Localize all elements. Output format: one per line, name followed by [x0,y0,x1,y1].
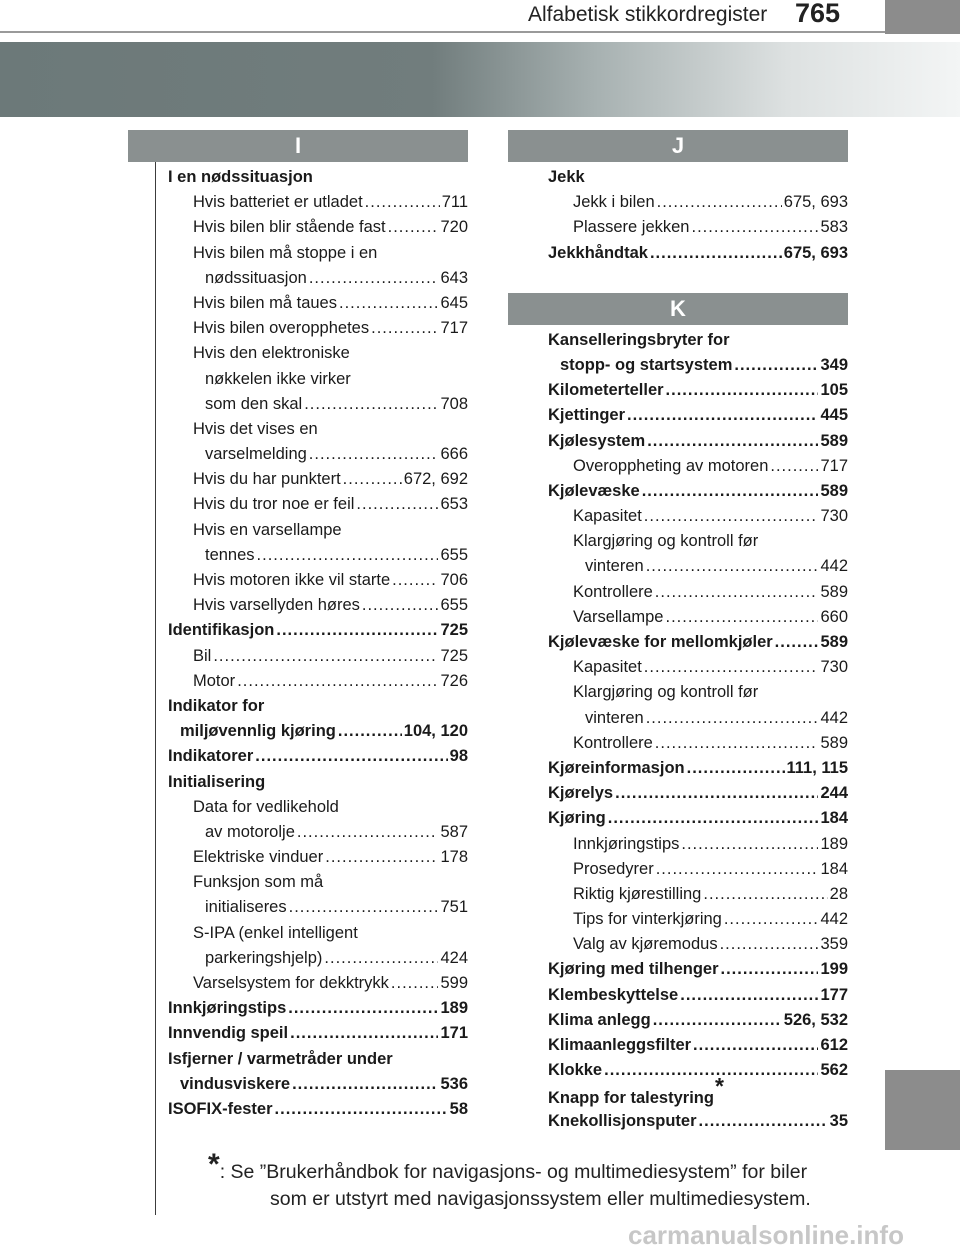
index-entry [548,857,848,882]
dot-leader [608,806,819,831]
page-reference: 675, 693 [783,243,848,262]
footnote [208,1148,848,1213]
page-reference: 706 [440,571,468,589]
index-entry [548,353,848,378]
index-entry [168,492,468,517]
dot-leader [276,618,438,643]
page-reference: 589 [820,481,848,500]
dot-leader [642,479,819,504]
page-reference: 720 [440,218,468,237]
section-heading-k: K [508,293,848,325]
page-reference: 35 [829,1111,848,1130]
entry-term: stopp- og startsystem [560,355,733,374]
page-reference: 675, 693 [783,193,848,212]
entry-term: Bil [193,646,212,665]
index-entry [548,554,848,579]
index-entry [548,454,848,479]
dot-leader [665,605,818,630]
entry-term: nøkkelen ikke virker [205,369,351,388]
page-reference: 184 [820,809,848,828]
dot-leader [304,392,438,417]
entry-term: Funksjon som må [193,873,324,892]
index-entry [168,568,468,593]
entry-term: Initialisering [168,772,266,791]
entry-term: Hvis du tror noe er feil [193,495,355,514]
entry-term: Innkjøringstips [168,999,287,1018]
page-reference: 445 [820,406,848,425]
dot-leader [362,593,439,618]
index-entry [548,781,848,806]
page-reference: 589 [820,633,848,651]
index-entry [548,806,848,831]
entry-term: tennes [205,545,255,564]
index-entry [168,820,468,845]
index-entry [168,467,468,492]
entry-term: S-IPA (enkel intelligent [193,923,358,942]
page-reference: 171 [440,1024,468,1043]
page-reference: 612 [820,1036,848,1054]
index-entry [168,971,468,996]
entry-term: ISOFIX-fester [168,1099,273,1118]
entry-term: Kjølesystem [548,431,646,450]
header-title: Alfabetisk stikkordregister [528,3,768,26]
entry-term: varselmelding [205,445,307,464]
page-header [0,0,960,34]
entry-term: Kjettinger [548,406,626,425]
entry-term: Klima anlegg [548,1010,651,1029]
entry-term: Varselsystem for dekktrykk [193,974,389,992]
page-reference: 655 [440,596,468,615]
footnote-line-1 [208,1148,848,1186]
dot-leader [309,442,439,467]
page-reference: 199 [820,960,848,979]
entry-term: som den skal [205,394,303,413]
entry-term: Innvendig speil [168,1024,289,1043]
index-entry [168,895,468,920]
entry-term: Jekkhåndtak [548,243,648,262]
index-entry [548,1109,848,1134]
entry-term: Klembeskyttelse [548,985,679,1004]
entry-term: Kilometerteller [548,381,664,400]
entry-term: vindusviskere [180,1074,291,1093]
page-reference: 589 [820,582,848,601]
dot-leader [720,932,819,957]
page-reference: 717 [440,319,468,338]
page-reference: 536 [440,1074,468,1093]
page-reference: 643 [440,268,468,287]
index-entry [168,367,468,392]
entry-term: Kjørelys [548,784,614,803]
entry-term: Varsellampe [573,607,664,626]
page-reference: 111, 115 [786,758,848,777]
entry-term: Hvis bilen må taues [193,293,337,312]
dot-leader [388,215,439,240]
entry-term: Hvis bilen må stoppe i en [193,243,378,262]
entry-term: Motor [193,671,236,690]
section-heading-i: I [128,130,468,162]
dot-leader [653,1008,782,1033]
index-entry [168,190,468,215]
footnote-star: * [208,1148,220,1181]
dot-leader [627,403,818,428]
index-entry [168,845,468,870]
index-entry [168,921,468,946]
page-reference: 178 [440,848,468,867]
entry-term: Overoppheting av motoren [573,456,769,475]
index-entry [548,403,848,428]
page-reference: 58 [449,1099,468,1118]
page-reference: 725 [440,646,468,665]
index-entry [168,1097,468,1122]
entry-term: vinteren [585,557,644,576]
index-entry [548,580,848,605]
index-entry [548,731,848,756]
footnote-line-2: som er utstyrt med navigasjonssystem eller multimediesystem. [270,1188,811,1210]
index-entry [168,1047,468,1072]
index-entry [548,706,848,731]
dot-leader [646,706,819,731]
index-entry [168,593,468,618]
entry-term: Hvis varsellyden høres [193,596,360,615]
dot-leader [734,353,818,378]
footnote-marker: * [714,1073,724,1100]
dot-leader [666,378,819,403]
index-entry [168,744,468,769]
dot-leader [693,1033,818,1058]
entry-term: parkeringshjelp) [205,948,323,967]
dot-leader [604,1058,818,1083]
dot-leader [646,554,819,579]
index-entry [548,605,848,630]
index-entry [168,341,468,366]
index-entry [168,870,468,895]
page-reference: 660 [820,607,848,626]
entry-term: Tips for vinterkjøring [573,910,722,929]
page-reference: 730 [820,507,848,526]
dot-leader [615,781,818,806]
entry-term: initialiseres [205,898,287,917]
page-reference: 442 [820,557,848,576]
index-entry [168,1072,468,1097]
entry-term: Riktig kjørestilling [573,884,702,903]
page-reference: 28 [829,884,848,903]
page-reference: 708 [440,394,468,413]
dot-leader [655,731,819,756]
page-reference: 526, 532 [783,1010,848,1029]
page-reference: 726 [440,671,468,690]
dot-leader [699,1109,828,1134]
entry-term: Kjøring [548,809,606,828]
index-entry [548,957,848,982]
dot-leader [392,568,438,593]
header-tab [885,0,960,34]
index-entry [168,518,468,543]
page-reference: 104, 120 [403,722,468,741]
page-reference: 583 [820,218,848,237]
section-entries-k [508,325,848,1134]
page-reference: 105 [820,381,848,400]
index-entry [168,644,468,669]
index-entry [168,417,468,442]
index-entry [168,996,468,1021]
dot-leader [325,845,438,870]
dot-leader [721,957,819,982]
entry-term: vinteren [585,708,644,727]
entry-term: Hvis bilen blir stående fast [193,218,386,237]
dot-leader [644,504,819,529]
entry-term: I en nødssituasjon [168,168,313,186]
page-reference: 751 [440,898,468,917]
entry-term: Hvis den elektroniske [193,344,350,363]
index-entry [548,190,848,215]
dot-leader [371,316,438,341]
index-entry [168,795,468,820]
index-entry [168,694,468,719]
dot-leader [297,820,439,845]
index-entry [548,479,848,504]
page-reference: 730 [820,658,848,677]
dot-leader [339,291,438,316]
dot-leader [324,946,438,971]
entry-term: av motorolje [205,822,295,841]
index-entry [548,655,848,680]
entry-term: Klimaanleggsfilter [548,1036,692,1054]
entry-term: Indikator for [168,696,265,715]
dot-leader [237,669,438,694]
entry-term: Prosedyrer [573,859,654,878]
entry-term: Innkjøringstips [573,834,680,853]
page-number: 765 [795,0,841,28]
index-entry [548,1033,848,1058]
index-entry [168,442,468,467]
dot-leader [213,644,438,669]
index-column-left [128,130,468,1122]
footnote-text-1: : Se ”Brukerhåndbok for navigasjons- og multimediesystem” for biler [219,1161,808,1183]
index-entry [548,756,848,781]
dot-leader [365,190,440,215]
index-entry [168,165,468,190]
dot-leader [275,1097,448,1122]
index-entry [168,392,468,417]
index-entry [548,429,848,454]
page-reference: 184 [820,859,848,878]
entry-term: Klargjøring og kontroll før [573,532,759,551]
index-entry [168,946,468,971]
page-reference: 244 [820,784,848,803]
entry-term: Elektriske vinduer [193,848,324,867]
entry-term: Kontrollere [573,582,653,601]
entry-term: Klokke [548,1061,603,1080]
page-reference: 666 [440,445,468,464]
entry-term: Knekollisjonsputer [548,1111,697,1130]
index-entry [548,1058,848,1083]
index-entry [548,1008,848,1033]
index-entry [168,719,468,744]
index-entry [548,215,848,240]
dot-leader [292,1072,438,1097]
index-column-right [508,130,848,1134]
index-entry [548,907,848,932]
page-reference: 589 [820,733,848,752]
entry-term: Kjølevæske for mellomkjøler [548,633,773,651]
watermark: carmanualsonline.info [628,1220,904,1250]
entry-term: Data for vedlikehold [193,797,339,816]
dot-leader [770,454,818,479]
section-heading-j: J [508,130,848,162]
dot-leader [681,832,818,857]
dot-leader [775,630,819,655]
entry-term: Hvis motoren ikke vil starte [193,571,391,589]
dot-leader [703,882,827,907]
index-entry [548,630,848,655]
section-entries-j [508,162,848,266]
index-entry [548,328,848,353]
dot-leader [691,215,818,240]
page-reference: 599 [440,974,468,992]
entry-term: Kjøreinformasjon [548,758,685,777]
page-reference: 655 [440,545,468,564]
page-reference: 645 [440,293,468,312]
dot-leader [391,971,439,996]
dot-leader [687,756,785,781]
entry-term: Kanselleringsbryter for [548,330,730,349]
page-reference: 589 [820,431,848,450]
entry-term: Indikatorer [168,747,254,766]
entry-term: Valg av kjøremodus [573,935,718,954]
dot-leader [655,580,819,605]
index-entry [548,529,848,554]
page-reference: 711 [441,193,468,212]
dot-leader [657,190,782,215]
entry-term: Hvis en varsellampe [193,520,342,539]
page-reference: 349 [820,355,848,374]
index-entry [168,291,468,316]
index-entry [168,316,468,341]
dot-leader [650,241,782,266]
dot-leader [257,543,439,568]
entry-term: Isfjerner / varmetråder under [168,1049,393,1068]
index-entry [548,680,848,705]
dot-leader [290,1021,438,1046]
page-reference: 717 [820,456,848,475]
dot-leader [724,907,819,932]
page-reference: 359 [820,935,848,954]
page-reference: 189 [820,834,848,853]
index-entry [548,983,848,1008]
entry-term: Jekk i bilen [573,193,655,212]
entry-term: Identifikasjon [168,621,275,640]
dot-leader [343,467,402,492]
index-entry [548,378,848,403]
entry-term: Kontrollere [573,733,653,752]
page-reference: 442 [820,708,848,727]
entry-term: Hvis batteriet er utladet [193,193,363,212]
index-entry [548,832,848,857]
entry-term: Kapasitet [573,507,642,526]
index-entry [548,241,848,266]
entry-term: Knapp for talestyring [548,1089,714,1108]
dot-leader [644,655,819,680]
page-reference: 189 [440,999,468,1018]
dot-leader [255,744,447,769]
dot-leader [289,895,439,920]
page-reference: 562 [820,1061,848,1080]
index-entry [168,770,468,795]
dot-leader [338,719,402,744]
dot-leader [309,266,439,291]
entry-term: Hvis bilen overopphetes [193,319,370,338]
entry-term: Plassere jekken [573,218,690,237]
index-entry [548,1073,848,1108]
index-entry [168,543,468,568]
section-gap [508,266,848,293]
entry-term: Jekk [548,168,585,186]
dot-leader [680,983,818,1008]
page-reference: 424 [440,948,468,967]
entry-term: Kjølevæske [548,481,640,500]
index-entry [168,215,468,240]
index-entry [168,669,468,694]
entry-term: Kjøring med tilhenger [548,960,719,979]
index-entry [168,618,468,643]
page-reference: 587 [440,822,468,841]
page-reference: 442 [820,910,848,929]
index-entry [548,932,848,957]
dot-leader [656,857,819,882]
dot-leader [356,492,438,517]
header-banner [0,42,960,117]
index-entry [548,165,848,190]
page-reference: 177 [820,985,848,1004]
page-reference: 672, 692 [403,470,468,489]
entry-term: Hvis det vises en [193,419,318,438]
section-entries-i [128,162,468,1122]
page-reference: 653 [440,495,468,514]
index-entry [168,241,468,266]
header-rule [0,31,885,33]
entry-term: miljøvennlig kjøring [180,722,336,741]
entry-term: Kapasitet [573,658,642,677]
index-entry [168,266,468,291]
index-entry [548,504,848,529]
index-side-tab [885,1070,960,1150]
dot-leader [288,996,438,1021]
dot-leader [647,429,818,454]
index-entry [548,882,848,907]
page-reference: 98 [449,747,468,766]
page-reference: 725 [440,621,468,640]
index-entry [168,1021,468,1046]
entry-term: nødssituasjon [205,268,307,287]
entry-term: Hvis du har punktert [193,470,341,489]
entry-term: Klargjøring og kontroll før [573,683,759,702]
